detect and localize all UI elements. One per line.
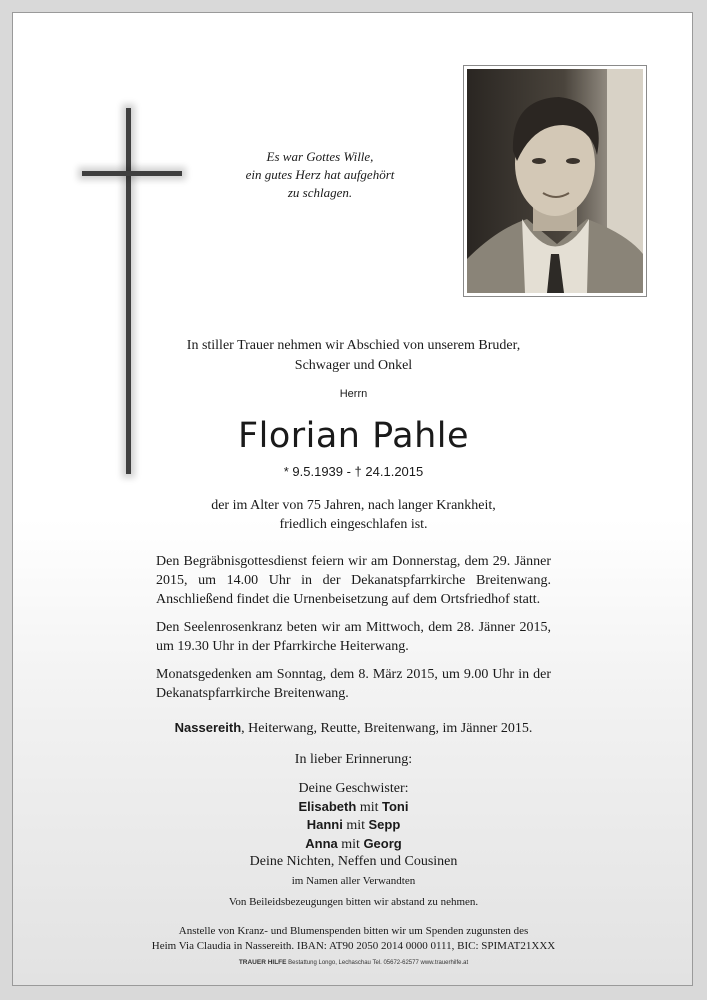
cross-horizontal-beam [82, 171, 182, 176]
connector: mit [359, 799, 379, 815]
age-text [0, 496, 707, 534]
sibling-name: Anna [305, 835, 338, 851]
family-pair [0, 835, 707, 854]
portrait-photo [463, 65, 647, 297]
memorial-paragraph: Monatsgedenken am Sonntag, dem 8. März 2015, um 9.00 Uhr in der Dekanatspfarrkirche Breitenwang. [156, 667, 551, 701]
quote-line: ein gutes Herz hat aufgehört [245, 167, 395, 182]
donation-line: Heim Via Claudia in Nassereith. IBAN: AT90 2050 2014 0000 0111, BIC: SPIMAT21XXX [151, 940, 556, 952]
quote-line: zu schlagen. [287, 185, 353, 200]
family-heading: Deine Geschwister: [298, 781, 409, 796]
intro-text [0, 336, 707, 376]
portrait-image [467, 69, 643, 293]
service-details [156, 552, 551, 712]
sibling-name: Elisabeth [298, 798, 357, 814]
family-list [0, 780, 707, 890]
connector: mit [341, 836, 360, 852]
quote [240, 148, 400, 202]
footer-brand: TRAUER HILFE [238, 959, 287, 966]
nieces-line: Deine Nichten, Neffen und Cousinen [249, 854, 458, 869]
salutation: Herrn [339, 388, 368, 400]
quote-line: Es war Gottes Wille, [266, 149, 374, 164]
place-bold: Nassereith [174, 720, 242, 735]
age-line: friedlich eingeschlafen ist. [279, 517, 428, 532]
family-pair [0, 798, 707, 817]
deceased-name: Florian Pahle [237, 416, 470, 456]
connector: mit [346, 818, 365, 833]
spouse-name: Toni [381, 798, 409, 814]
place-rest: , Heiterwang, Reutte, Breitenwang, im Jänner 2015. [241, 721, 533, 736]
age-line: der im Alter von 75 Jahren, nach langer Krankheit, [211, 498, 496, 513]
sibling-name: Hanni [306, 817, 343, 832]
relatives-line: im Namen aller Verwandten [291, 874, 416, 887]
memory-line: In lieber Erinnerung: [294, 752, 413, 767]
life-dates: * 9.5.1939 - † 24.1.2015 [283, 464, 424, 479]
donation-line: Anstelle von Kranz- und Blumenspenden bitten wir um Spenden zugunsten des [178, 925, 529, 937]
donation-note [0, 924, 707, 954]
footer-text: Bestattung Longo, Lechaschau Tel. 05672-62577 www.trauerhilfe.at [286, 960, 469, 966]
spouse-name: Sepp [368, 817, 401, 832]
family-pair [0, 816, 707, 835]
place-date-line [0, 720, 707, 737]
intro-line: In stiller Trauer nehmen wir Abschied von unserem Bruder, [186, 338, 521, 353]
footer [0, 959, 707, 966]
condolences-note: Von Beileidsbezeugungen bitten wir abstand zu nehmen. [228, 896, 479, 908]
intro-line: Schwager und Onkel [294, 358, 413, 373]
rosary-paragraph: Den Seelenrosenkranz beten wir am Mittwoch, dem 28. Jänner 2015, um 19.30 Uhr in der Pfarrkirche Heiterwang. [156, 620, 551, 654]
funeral-paragraph: Den Begräbnisgottesdienst feiern wir am Donnerstag, dem 29. Jänner 2015, um 14.00 Uhr in der Dekanatspfarrkirche Breitenwang. Anschließend findet die Urnenbeisetzung auf dem Ortsfriedhof statt. [156, 554, 551, 607]
spouse-name: Georg [363, 835, 402, 851]
